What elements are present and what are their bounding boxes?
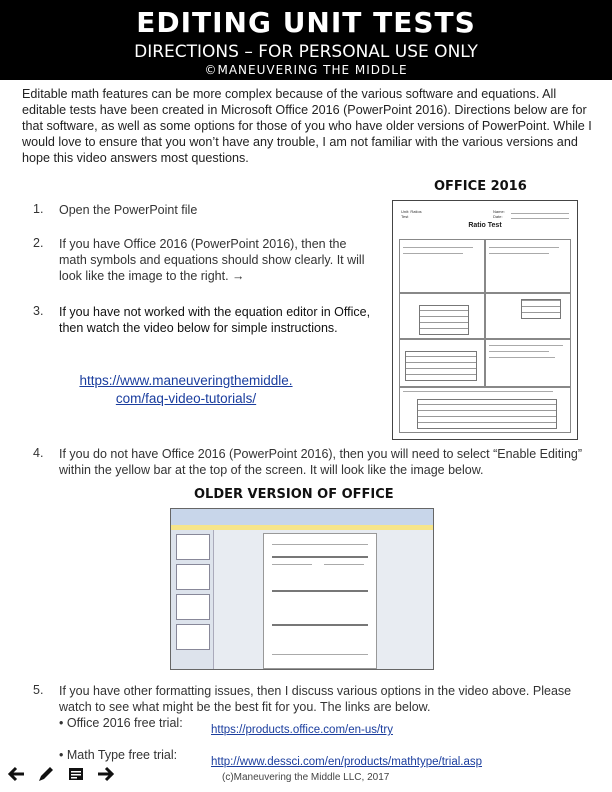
notes-icon[interactable] [66,764,86,784]
preview-table-a [419,305,469,335]
preview-text-line [489,357,555,358]
viewer-toolbar [6,764,116,784]
step-3-text: If you have not worked with the equation editor in Office, then watch the video below for simple instructions. [59,305,371,335]
preview-text-line [403,253,463,254]
slide-text-line [272,654,368,655]
preview-title: Ratio Test [468,222,502,229]
office-2016-preview-image [392,200,578,440]
preview-date-label: Date: [493,214,503,219]
copyright-footer: (c)Maneuvering the Middle LLC, 2017 [222,772,390,783]
step-4-text: If you do not have Office 2016 (PowerPoint 2016), then you will need to select “Enable Editing” within the yellow bar at the top of the screen. It will look like the image below. [59,447,583,477]
step-2-text: If you have Office 2016 (PowerPoint 2016), then the math symbols and equations should show clearly. It will look like the image to the right. → [59,237,365,283]
header-banner [0,0,612,80]
preview-text-line [489,247,559,248]
video-tutorial-link[interactable] [55,372,317,408]
step-2-number: 2. [33,236,44,250]
mathtype-trial-item: • Math Type free trial: [59,748,178,762]
preview-table-b [521,299,561,319]
step-5-text: If you have other formatting issues, then I discuss various options in the video above. Please watch to see what might be the best fit for you. The links are below. [59,684,572,714]
page-credit: ©MANEUVERING THE MIDDLE [204,63,408,77]
preview-table-c [405,351,477,381]
older-office-label: OLDER VERSION OF OFFICE [194,487,394,502]
slide-rule [272,590,368,592]
slide-text-line [324,564,364,565]
preview-text-line [403,391,553,392]
preview-name-line [511,213,569,214]
slide-thumbnail [176,624,210,650]
preview-text-line [489,253,549,254]
slide-rule [272,556,368,558]
step-1-text: Open the PowerPoint file [59,203,198,217]
slide-rule [272,624,368,626]
back-arrow-icon[interactable] [6,764,26,784]
mathtype-trial-link[interactable]: http://www.dessci.com/en/products/mathtype/trial.asp [211,756,483,768]
pencil-icon[interactable] [36,764,56,784]
older-office-screenshot [170,508,434,670]
intro-paragraph: Editable math features can be more complex because of the various software and equations. All editable tests have been created in Microsoft Office 2016 (PowerPoint 2016). Directions below are for that software, as well as some options for those of you who have older versions of PowerPoint. While I would love to ensure that you won’t have any trouble, I am not familiar with the various versions and hope this video answers most questions. [22,87,592,165]
preview-text-line [489,351,549,352]
slide-thumbnail-panel [171,530,214,669]
step-4-number: 4. [33,446,44,460]
preview-table-d [417,399,557,429]
ribbon-bar [171,509,433,526]
page-subtitle: DIRECTIONS – FOR PERSONAL USE ONLY [134,42,478,62]
slide-text-line [272,544,368,545]
preview-text-line [403,247,473,248]
video-link-line-1[interactable]: https://www.maneuveringthemiddle. [79,373,293,388]
mathtype-trial-label: Math Type free trial: [66,748,178,762]
office-trial-label: Office 2016 free trial: [66,716,183,730]
video-link-line-2[interactable]: com/faq-video-tutorials/ [115,391,257,406]
slide-text-line [272,564,312,565]
preview-unit-label: Unit: Ratios [401,209,422,214]
preview-test-label: Test [401,214,409,219]
preview-q6-cell [485,339,571,387]
preview-text-line [489,345,563,346]
office-trial-item: • Office 2016 free trial: [59,716,183,730]
slide-thumbnail [176,564,210,590]
step-3-number: 3. [33,304,44,318]
slide-page [263,533,377,669]
forward-arrow-icon[interactable] [96,764,116,784]
preview-name-label: Name: [493,209,505,214]
office-trial-link[interactable]: https://products.office.com/en-us/try [211,724,393,736]
page-title: EDITING UNIT TESTS [136,6,476,39]
preview-date-line [511,218,569,219]
office-2016-label: OFFICE 2016 [434,179,527,194]
step-5-number: 5. [33,683,44,697]
step-1-number: 1. [33,202,44,216]
slide-thumbnail [176,534,210,560]
slide-thumbnail [176,594,210,620]
